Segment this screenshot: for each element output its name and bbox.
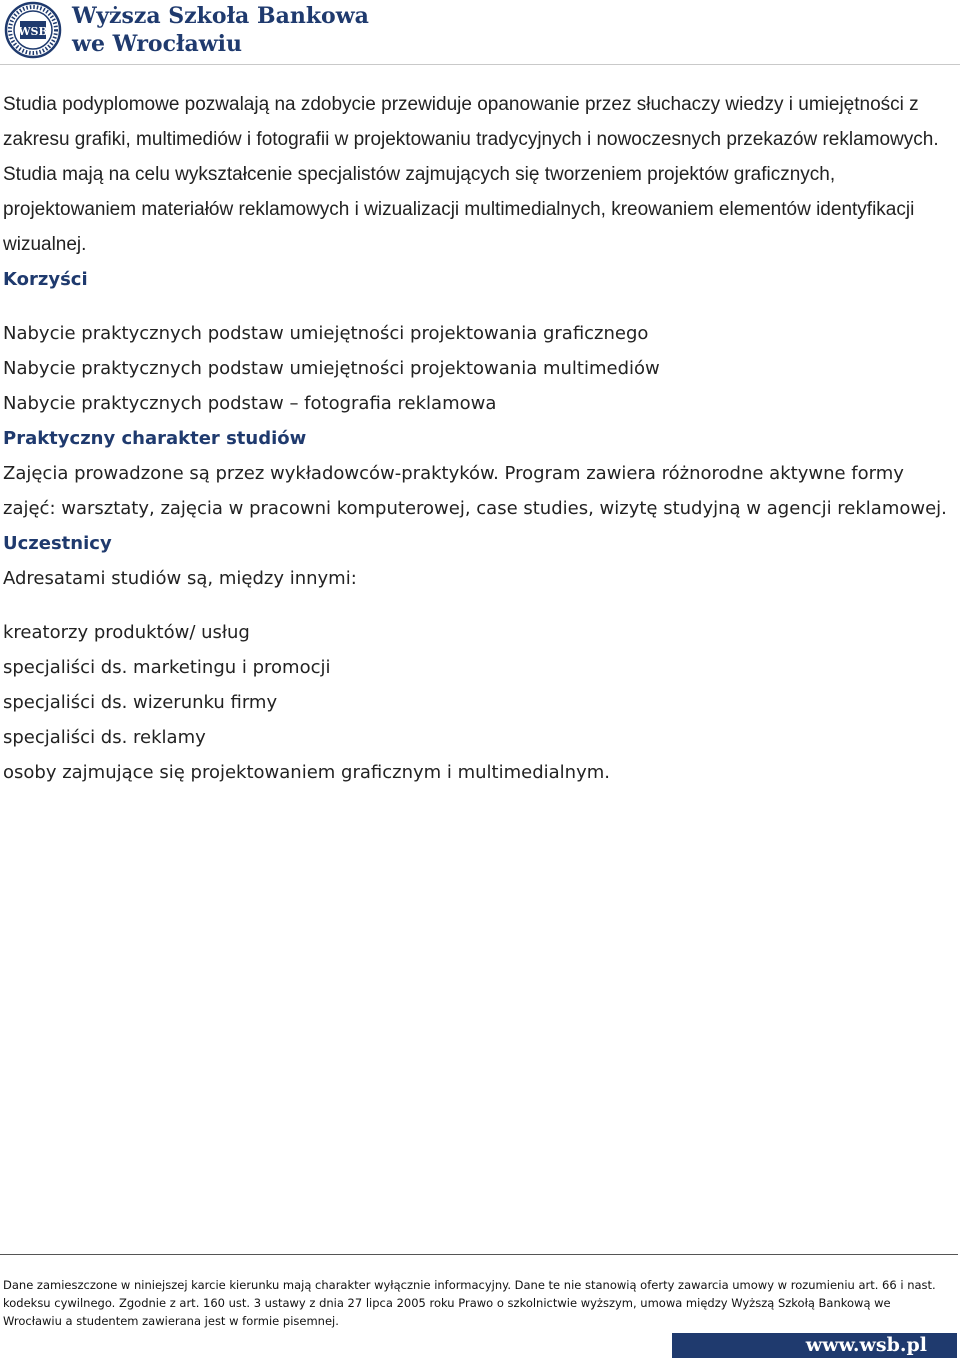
list-item: Nabycie praktycznych podstaw umiejętności projektowania multimediów — [3, 358, 660, 379]
list-item: osoby zajmujące się projektowaniem graficznym i multimedialnym. — [3, 762, 610, 783]
footer-disclaimer: Dane zamieszczone w niniejszej karcie kierunku mają charakter wyłącznie informacyjny. Dane te nie stanowią oferty zawarcia umowy w rozumieniu art. 66 i nast. kodeksu cywilnego. Zgodnie z art. 160 ust. 3 ustawy z dnia 27 lipca 2005 roku Prawo o szkolnictwie wyższym, umowa między Wyższą Szkołą Bankową we Wrocławiu a studentem zawierana jest w formie pisemnej. — [3, 1278, 936, 1328]
list-item: Nabycie praktycznych podstaw – fotografia reklamowa — [3, 393, 497, 414]
footer-divider — [0, 1254, 958, 1255]
list-item: Nabycie praktycznych podstaw umiejętności projektowania graficznego — [3, 323, 649, 344]
benefits-list — [3, 316, 948, 421]
university-name-line1: Wyższa Szkoła Bankowa — [72, 3, 369, 29]
participants-intro: Adresatami studiów są, między innymi: — [3, 568, 357, 589]
university-seal-logo — [4, 1, 62, 59]
university-name — [72, 2, 472, 58]
website-link[interactable]: www.wsb.pl — [672, 1333, 957, 1358]
participants-heading: Uczestnicy — [3, 533, 112, 554]
university-name-line2: we Wrocławiu — [72, 31, 242, 57]
list-item: kreatorzy produktów/ usług — [3, 622, 250, 643]
seal-logo-text: WSB — [18, 25, 48, 38]
list-item: specjaliści ds. reklamy — [3, 727, 206, 748]
header-divider — [0, 64, 960, 65]
practical-heading: Praktyczny charakter studiów — [3, 428, 307, 449]
spacer — [3, 297, 948, 316]
participants-list — [3, 615, 948, 790]
intro-paragraph: Studia podyplomowe pozwalają na zdobycie przewiduje opanowanie przez słuchaczy wiedzy i umiejętności z zakresu grafiki, multimediów i fotografii w projektowaniu tradycyjnych i nowoczesnych przekazów reklamowych. Studia mają na celu wykształcenie specjalistów zajmujących się tworzeniem projektów graficznych, projektowaniem materiałów reklamowych i wizualizacji multimedialnych, kreowaniem elementów identyfikacji wizualnej. — [3, 94, 939, 255]
spacer — [3, 596, 948, 615]
page-header — [0, 0, 960, 64]
benefits-heading: Korzyści — [3, 269, 88, 290]
practical-paragraph: Zajęcia prowadzone są przez wykładowców-praktyków. Program zawiera różnorodne aktywne formy zajęć: warsztaty, zajęcia w pracowni komputerowej, case studies, wizytę studyjną w agencji reklamowej. — [3, 463, 947, 519]
list-item: specjaliści ds. marketingu i promocji — [3, 657, 331, 678]
list-item: specjaliści ds. wizerunku firmy — [3, 692, 278, 713]
main-content — [3, 87, 948, 790]
